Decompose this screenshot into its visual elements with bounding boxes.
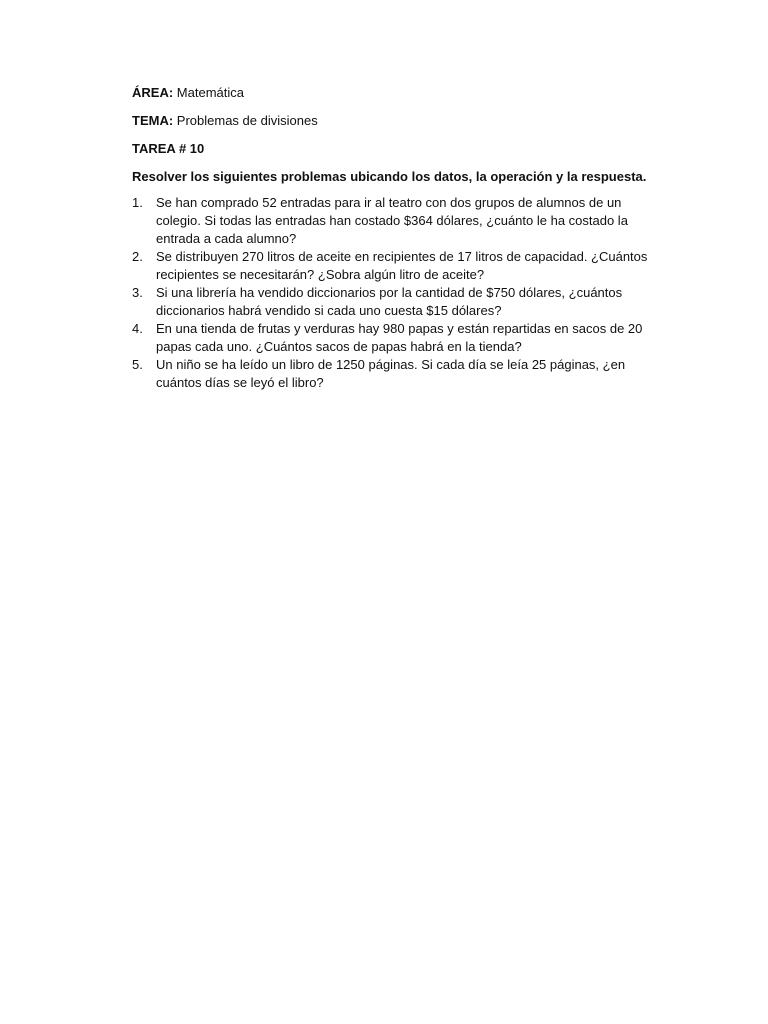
area-label: ÁREA: — [132, 85, 174, 100]
problem-item-4 — [132, 320, 652, 356]
problem-list — [132, 194, 652, 392]
tema-value: Problemas de divisiones — [176, 113, 318, 128]
problem-item-2 — [132, 248, 652, 284]
problem-item-1 — [132, 194, 652, 248]
tema-label: TEMA: — [132, 113, 174, 128]
problem-text: Se distribuyen 270 litros de aceite en recipientes de 17 litros de capacidad. ¿Cuántos recipientes se necesitarán? ¿Sobra algún litro de aceite? — [156, 249, 648, 282]
problem-number: 1. — [132, 195, 143, 210]
instructions: Resolver los siguientes problemas ubicando los datos, la operación y la respuesta. — [132, 169, 647, 184]
tema-line — [132, 112, 652, 130]
problem-item-5 — [132, 356, 652, 392]
problem-number: 2. — [132, 249, 143, 264]
problem-number: 3. — [132, 285, 143, 300]
problem-text: Un niño se ha leído un libro de 1250 páginas. Si cada día se leía 25 páginas, ¿en cuántos días se leyó el libro? — [156, 357, 626, 390]
problem-number: 5. — [132, 357, 143, 372]
problem-text: En una tienda de frutas y verduras hay 980 papas y están repartidas en sacos de 20 papas cada uno. ¿Cuántos sacos de papas habrá en la tienda? — [156, 321, 643, 354]
problem-item-3 — [132, 284, 652, 320]
problem-text: Se han comprado 52 entradas para ir al teatro con dos grupos de alumnos de un colegio. Si todas las entradas han costado $364 dólares, ¿cuánto le ha costado la entrada a cada alumno? — [156, 195, 628, 246]
area-value: Matemática — [176, 85, 244, 100]
problem-text: Si una librería ha vendido diccionarios por la cantidad de $750 dólares, ¿cuántos diccionarios habrá vendido si cada uno cuesta $15 dólares? — [156, 285, 623, 318]
assignment-title: TAREA # 10 — [132, 141, 205, 156]
area-line — [132, 84, 652, 102]
problem-number: 4. — [132, 321, 143, 336]
document-page — [132, 84, 652, 392]
